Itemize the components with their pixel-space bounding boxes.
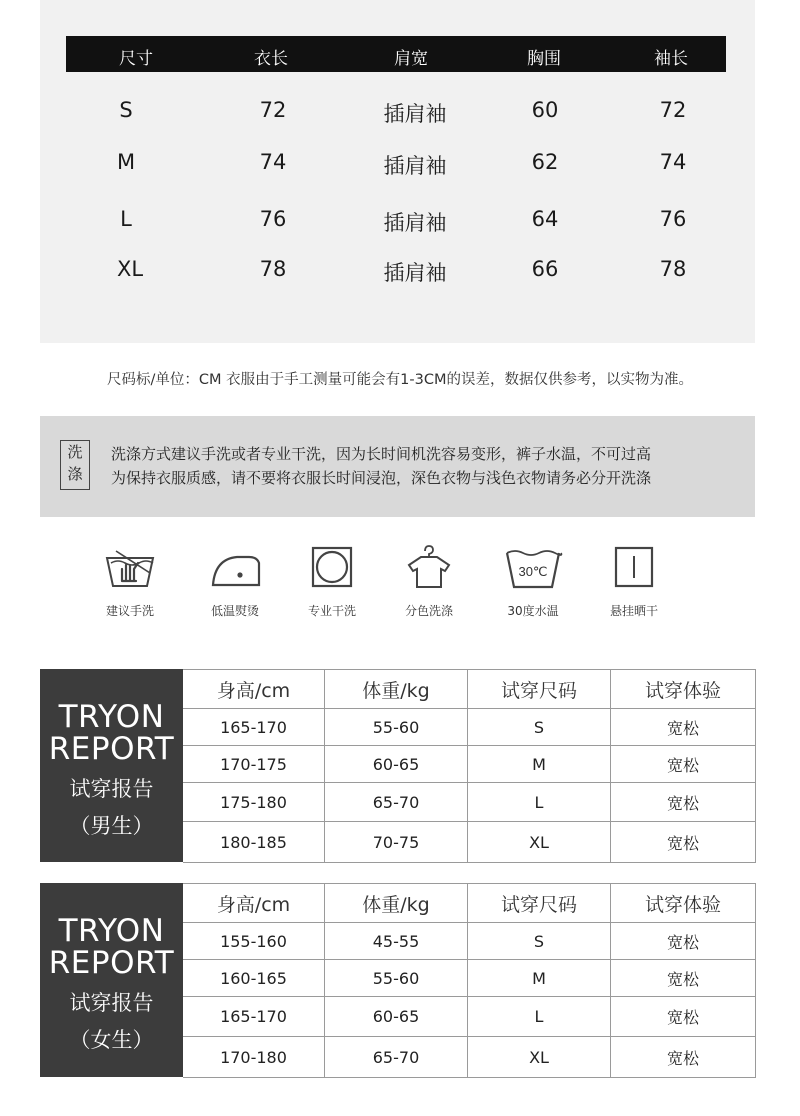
tryon-cell: 宽松 [611, 822, 756, 863]
tryon-header: 试穿体验 [611, 670, 756, 709]
care-label: 建议手洗 [105, 604, 154, 618]
care-label: 低温熨烫 [210, 604, 259, 618]
care-label: 分色洗涤 [404, 604, 453, 618]
tryon-cell: 宽松 [611, 923, 756, 960]
tryon-report-male [40, 669, 756, 862]
care-item-hang-dry [589, 545, 679, 619]
size-cell: 插肩袖 [383, 261, 447, 285]
tryon-cell: 宽松 [611, 783, 756, 822]
size-header-size: 尺寸 [119, 49, 153, 69]
tryon-cell: M [468, 960, 611, 997]
measurement-note: 尺码标/单位：CM 衣服由于手工测量可能会有1-3CM的误差，数据仅供参考，以实物为准。 [107, 372, 693, 388]
size-row [66, 257, 726, 287]
size-header-chest: 胸围 [527, 49, 561, 69]
hang-dry-icon [606, 545, 662, 591]
wash-temp-label: 30℃ [518, 564, 548, 579]
tryon-cell: L [468, 997, 611, 1037]
tryon-cell: 65-70 [325, 783, 468, 822]
tryon-cell: XL [468, 1037, 611, 1078]
tryon-cell: M [468, 746, 611, 783]
tryon-cell: 55-60 [325, 709, 468, 746]
tryon-report-female [40, 883, 756, 1077]
tryon-table [183, 669, 756, 862]
tryon-cell: 180-185 [183, 822, 325, 863]
size-cell: 74 [659, 150, 687, 174]
size-cell: 76 [659, 207, 687, 231]
tryon-header: 身高/cm [183, 670, 325, 709]
size-cell: 78 [659, 257, 687, 281]
care-item-hand-wash [85, 545, 175, 619]
care-label: 30度水温 [507, 604, 559, 618]
tryon-cell: 175-180 [183, 783, 325, 822]
size-cell: 72 [259, 98, 287, 122]
size-cell: 插肩袖 [383, 211, 447, 235]
tryon-title-cn: 试穿报告 [69, 991, 154, 1015]
care-item-iron [190, 545, 280, 619]
iron-low-icon [207, 545, 263, 591]
size-cell: 76 [259, 207, 287, 231]
tryon-cell: 70-75 [325, 822, 468, 863]
tryon-subtitle: （女生） [69, 1028, 154, 1052]
size-cell: 插肩袖 [383, 102, 447, 126]
dry-clean-icon [304, 545, 360, 591]
tryon-title-en: TRYON [58, 699, 165, 735]
tryon-cell: 55-60 [325, 960, 468, 997]
tryon-cell: 155-160 [183, 923, 325, 960]
tryon-cell: 宽松 [611, 960, 756, 997]
tryon-header: 试穿尺码 [468, 670, 611, 709]
wash-30-icon [503, 545, 563, 591]
hand-wash-icon [102, 545, 158, 591]
tryon-cell: 170-175 [183, 746, 325, 783]
size-header-length: 衣长 [254, 49, 288, 69]
care-item-dry-clean [287, 545, 377, 619]
tryon-header: 体重/kg [325, 884, 468, 923]
tryon-title-block [40, 883, 183, 1077]
size-cell: XL [116, 257, 144, 281]
tryon-cell: 165-170 [183, 709, 325, 746]
tryon-title-en: REPORT [48, 945, 175, 981]
washing-tag [60, 440, 90, 490]
tryon-title-en: REPORT [48, 731, 175, 767]
size-cell: M [116, 150, 136, 174]
washing-instructions [40, 416, 755, 517]
size-cell: 64 [531, 207, 559, 231]
tryon-cell: 165-170 [183, 997, 325, 1037]
tryon-table [183, 883, 756, 1077]
washing-line: 洗涤方式建议手洗或者专业干洗，因为长时间机洗容易变形，裤子水温，不可过高 [111, 445, 652, 463]
tryon-cell: 宽松 [611, 709, 756, 746]
size-header-shoulder: 肩宽 [394, 49, 428, 69]
care-item-separate-wash [384, 545, 474, 619]
tryon-header: 试穿体验 [611, 884, 756, 923]
care-label: 专业干洗 [307, 604, 356, 618]
tryon-header: 体重/kg [325, 670, 468, 709]
tryon-header: 试穿尺码 [468, 884, 611, 923]
size-cell: 60 [531, 98, 559, 122]
tryon-cell: L [468, 783, 611, 822]
shirt-hanger-icon [401, 545, 457, 591]
tryon-header: 身高/cm [183, 884, 325, 923]
size-cell: 74 [259, 150, 287, 174]
tryon-cell: 45-55 [325, 923, 468, 960]
size-cell: 78 [259, 257, 287, 281]
tryon-title-cn: 试穿报告 [69, 777, 154, 801]
size-row [66, 207, 726, 237]
size-header-sleeve: 袖长 [654, 49, 688, 69]
size-chart-header [66, 36, 726, 72]
tryon-subtitle: （男生） [69, 814, 154, 838]
washing-tag-line: 涤 [67, 465, 83, 483]
tryon-cell: 60-65 [325, 997, 468, 1037]
tryon-cell: 宽松 [611, 1037, 756, 1078]
size-cell: 62 [531, 150, 559, 174]
tryon-cell: XL [468, 822, 611, 863]
size-cell: 插肩袖 [383, 154, 447, 178]
tryon-cell: 60-65 [325, 746, 468, 783]
tryon-cell: S [468, 923, 611, 960]
size-row [66, 150, 726, 180]
tryon-title-en: TRYON [58, 913, 165, 949]
tryon-cell: 170-180 [183, 1037, 325, 1078]
tryon-cell: 160-165 [183, 960, 325, 997]
size-cell: L [120, 207, 132, 231]
washing-line: 为保持衣服质感，请不要将衣服长时间浸泡，深色衣物与浅色衣物请务必分开洗涤 [111, 469, 652, 487]
size-row [66, 98, 726, 128]
tryon-cell: S [468, 709, 611, 746]
size-cell: 72 [659, 98, 687, 122]
washing-tag-line: 洗 [67, 443, 83, 461]
size-cell: S [119, 98, 133, 122]
size-cell: 66 [531, 257, 559, 281]
tryon-cell: 65-70 [325, 1037, 468, 1078]
care-label: 悬挂晒干 [609, 604, 658, 618]
care-item-wash-30 [488, 545, 578, 619]
tryon-title-block [40, 669, 183, 862]
tryon-cell: 宽松 [611, 746, 756, 783]
washing-text [111, 442, 651, 490]
tryon-cell: 宽松 [611, 997, 756, 1037]
